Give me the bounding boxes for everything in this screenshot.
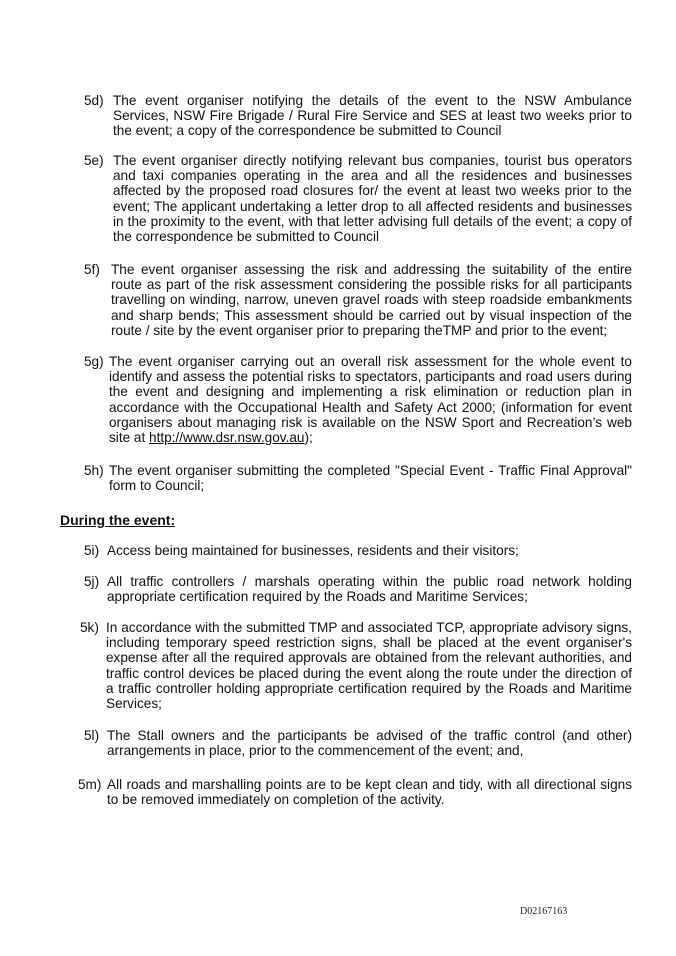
condition-text bbox=[84, 153, 632, 244]
condition-text-content: The event organiser submitting the completed "Special Event - Traffic Final Approval" form to Council; bbox=[109, 463, 632, 494]
condition-text-content: The event organiser carrying out an overall risk assessment for the whole event to identify and assess the potential risks to spectators, participants and road users during the event and designing and implementing a risk elimination or reduction plan in accordance with the Occupational Health and Safety Act 2000; (information for event organisers about managing risk is available on the NSW Sport and Recreation’s web site at bbox=[109, 354, 632, 446]
condition-text-tail: ); bbox=[304, 430, 313, 446]
condition-text-content: Access being maintained for businesses, residents and their visitors; bbox=[107, 543, 519, 558]
condition-text bbox=[84, 93, 632, 139]
condition-5d bbox=[84, 93, 632, 139]
condition-5j bbox=[84, 574, 632, 604]
condition-text bbox=[84, 463, 632, 493]
condition-text-content: All roads and marshalling points are to be kept clean and tidy, with all directional signs to be removed immediately on completion of the activity. bbox=[107, 777, 632, 808]
condition-5l bbox=[84, 728, 632, 758]
condition-label: 5d) bbox=[84, 93, 104, 108]
condition-5e bbox=[84, 153, 632, 244]
condition-text-content: In accordance with the submitted TMP and associated TCP, appropriate advisory signs, including temporary speed restriction signs, shall be placed at the event organiser's expense after all the required approvals are obtained from the relevant authorities, and traffic control devices be placed during the event along the route under the direction of a traffic controller holding appropriate certification required by the Roads and Maritime Services; bbox=[106, 620, 632, 712]
condition-label: 5k) bbox=[80, 620, 99, 635]
condition-text bbox=[80, 620, 632, 711]
dsr-website-link[interactable]: http://www.dsr.nsw.gov.au bbox=[149, 430, 305, 446]
condition-text-content: All traffic controllers / marshals operating within the public road network holding appropriate certification required by the Roads and Maritime Services; bbox=[107, 574, 632, 605]
condition-text-content: The Stall owners and the participants be advised of the traffic control (and other) arrangements in place, prior to the commencement of the event; and, bbox=[107, 728, 632, 759]
condition-5h bbox=[84, 463, 632, 493]
condition-text bbox=[84, 262, 632, 338]
condition-text bbox=[78, 777, 632, 807]
condition-text-content: The event organiser notifying the details of the event to the NSW Ambulance Services, NSW Fire Brigade / Rural Fire Service and SES at least two weeks prior to the event; a copy of the correspondence be submitted to Council bbox=[113, 93, 632, 139]
condition-5f bbox=[84, 262, 632, 338]
condition-label: 5l) bbox=[84, 728, 100, 743]
condition-text-content: The event organiser directly notifying relevant bus companies, tourist bus operators and taxi companies operating in the area and all the residences and businesses affected by the proposed road closures for/ the event at least two weeks prior to the event; The applicant undertaking a letter drop to all affected residents and businesses in the proximity to the event, with that letter advising full details of the event; a copy of the correspondence be submitted to Council bbox=[113, 153, 632, 245]
condition-label: 5h) bbox=[84, 463, 104, 478]
condition-5k bbox=[80, 620, 632, 711]
condition-text bbox=[84, 354, 632, 445]
condition-label: 5j) bbox=[84, 574, 100, 589]
condition-label: 5i) bbox=[84, 543, 100, 558]
condition-label: 5m) bbox=[78, 777, 102, 792]
condition-5m bbox=[78, 777, 632, 807]
condition-text bbox=[84, 728, 632, 758]
condition-label: 5f) bbox=[84, 262, 100, 277]
condition-text bbox=[84, 574, 632, 604]
condition-5g bbox=[84, 354, 632, 445]
section-heading: During the event: bbox=[60, 512, 176, 528]
condition-5i bbox=[84, 543, 632, 558]
condition-label: 5g) bbox=[84, 354, 104, 369]
condition-text-content: The event organiser assessing the risk and addressing the suitability of the entire route as part of the risk assessment considering the possible risks for all participants travelling on winding, narrow, uneven gravel roads with steep roadside embankments and sharp bends; This assessment should be carried out by visual inspection of the route / site by the event organiser prior to preparing theTMP and prior to the event; bbox=[111, 262, 632, 338]
condition-text bbox=[84, 543, 632, 558]
document-id: D02167163 bbox=[520, 906, 568, 917]
condition-label: 5e) bbox=[84, 153, 104, 168]
